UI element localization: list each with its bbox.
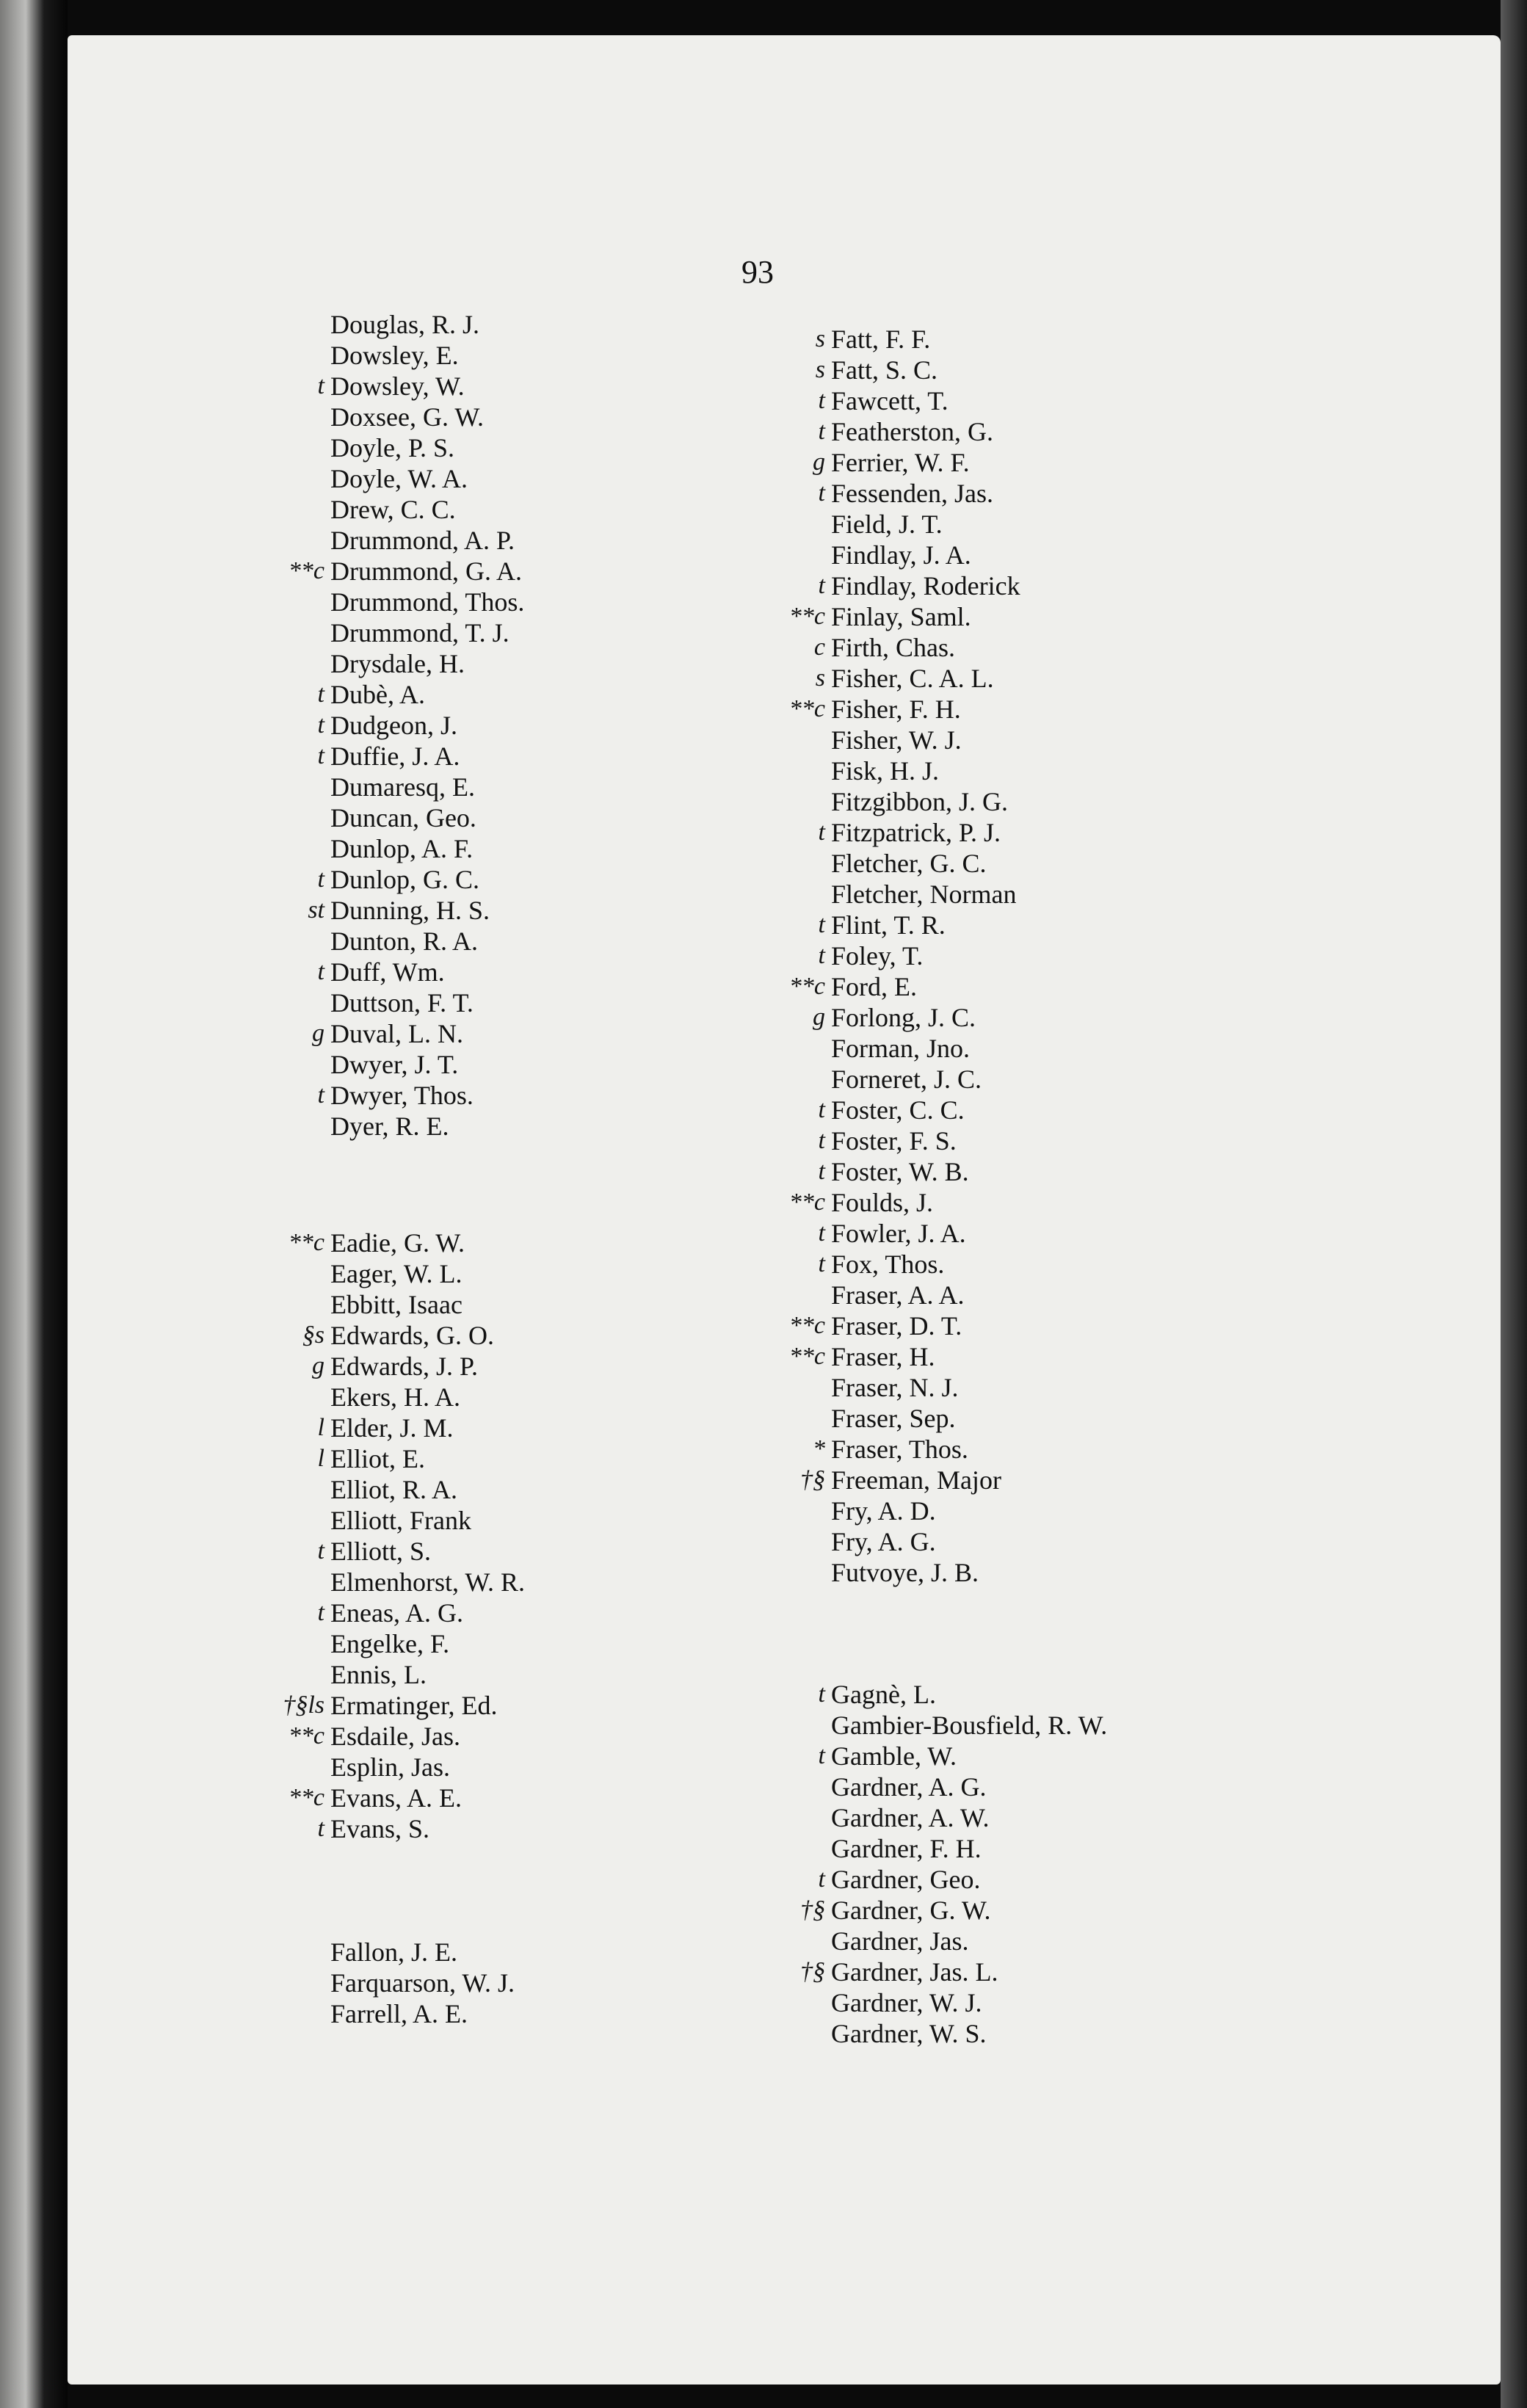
entry-name: Dwyer, Thos. xyxy=(330,1081,474,1110)
entry-name: Drummond, Thos. xyxy=(330,587,525,617)
entry-name: Drummond, G. A. xyxy=(330,556,522,586)
entry-name: Fox, Thos. xyxy=(831,1250,945,1279)
entry-name: Fitzpatrick, P. J. xyxy=(831,818,1001,847)
entry-mark: t xyxy=(818,418,825,445)
entry-name: Evans, A. E. xyxy=(330,1783,462,1813)
entry-name: Duttson, F. T. xyxy=(330,988,474,1018)
entry-name: Field, J. T. xyxy=(831,509,943,539)
entry-mark: t xyxy=(317,1815,324,1842)
entry-mark: t xyxy=(317,958,324,985)
entry-mark: t xyxy=(818,387,825,414)
entry-name: Ennis, L. xyxy=(330,1660,427,1689)
entry-name: Gardner, Jas. L. xyxy=(831,1957,998,1987)
entry-name: Elder, J. M. xyxy=(330,1413,454,1443)
entry-name: Fallon, J. E. xyxy=(330,1937,458,1967)
entry-name: Featherston, G. xyxy=(831,417,993,446)
entry-mark: **c xyxy=(788,603,825,630)
entry-name: Freeman, Major xyxy=(831,1465,1001,1495)
entry-mark: **c xyxy=(788,1312,825,1339)
entry-name: Gardner, A. W. xyxy=(831,1803,990,1832)
entry-name: Dyer, R. E. xyxy=(330,1111,449,1141)
entry-name: Foster, C. C. xyxy=(831,1095,965,1125)
entry-mark: t xyxy=(818,1250,825,1277)
entry-name: Foulds, J. xyxy=(831,1188,934,1217)
entry-name: Findlay, Roderick xyxy=(831,571,1020,601)
entry-name: Foley, T. xyxy=(831,941,924,971)
entry-name: Forman, Jno. xyxy=(831,1034,970,1063)
entry-name: Dunlop, A. F. xyxy=(330,834,474,863)
entry-name: Drew, C. C. xyxy=(330,495,456,524)
entry-mark: §s xyxy=(302,1321,324,1349)
entry-name: Farrell, A. E. xyxy=(330,1999,468,2028)
entry-name: Gardner, A. G. xyxy=(831,1772,987,1802)
entry-mark: * xyxy=(813,1435,825,1462)
entry-mark: t xyxy=(818,1127,825,1154)
entry-name: Doyle, P. S. xyxy=(330,433,455,463)
entry-mark: t xyxy=(818,1680,825,1708)
entry-mark: **c xyxy=(288,1229,324,1256)
entry-name: Eadie, G. W. xyxy=(330,1228,465,1258)
entry-mark: **c xyxy=(288,557,324,584)
entry-name: Gardner, F. H. xyxy=(831,1834,982,1863)
entry-name: Dowsley, E. xyxy=(330,341,459,370)
entry-mark: g xyxy=(813,449,825,476)
entry-mark: t xyxy=(818,942,825,969)
entry-name: Fatt, F. F. xyxy=(831,324,931,354)
book-spine xyxy=(0,0,68,2408)
entry-name: Elmenhorst, W. R. xyxy=(330,1567,526,1597)
entry-mark: t xyxy=(818,1742,825,1769)
entry-name: Findlay, J. A. xyxy=(831,540,971,570)
entry-name: Drummond, A. P. xyxy=(330,526,515,555)
entry-name: Fisher, W. J. xyxy=(831,725,962,755)
entry-name: Fisk, H. J. xyxy=(831,756,940,786)
entry-name: Gambier-Bousfield, R. W. xyxy=(831,1711,1108,1740)
entry-name: Ford, E. xyxy=(831,972,917,1001)
entry-name: Dumaresq, E. xyxy=(330,772,475,802)
entry-mark: t xyxy=(317,1599,324,1626)
entry-name: Foster, W. B. xyxy=(831,1157,969,1186)
page-edge-shadow xyxy=(1501,0,1527,2408)
page-number: 93 xyxy=(741,254,774,290)
entry-name: Finlay, Saml. xyxy=(831,602,971,631)
entry-name: Drysdale, H. xyxy=(330,649,465,678)
entry-name: Dubè, A. xyxy=(330,680,425,709)
entry-name: Farquarson, W. J. xyxy=(330,1968,515,1998)
entry-mark: s xyxy=(815,664,825,692)
entry-mark: t xyxy=(818,1219,825,1247)
entry-name: Duncan, Geo. xyxy=(330,803,476,833)
entry-mark: t xyxy=(317,711,324,739)
entry-name: Gagnè, L. xyxy=(831,1680,936,1709)
entry-mark: t xyxy=(317,372,324,399)
entry-name: Dowsley, W. xyxy=(330,371,465,401)
entry-name: Ermatinger, Ed. xyxy=(330,1691,498,1720)
entry-mark: s xyxy=(815,325,825,352)
entry-name: Firth, Chas. xyxy=(831,633,956,662)
entry-mark: t xyxy=(818,1865,825,1893)
entry-name: Dunton, R. A. xyxy=(330,926,479,956)
entry-name: Dunlop, G. C. xyxy=(330,865,480,894)
entry-name: Foster, F. S. xyxy=(831,1126,957,1156)
entry-name: Gardner, G. W. xyxy=(831,1896,991,1925)
entry-name: Fry, A. D. xyxy=(831,1496,936,1526)
entry-name: Gamble, W. xyxy=(831,1741,957,1771)
entry-mark: **c xyxy=(788,1343,825,1370)
entry-name: Elliott, S. xyxy=(330,1537,432,1566)
entry-name: Doxsee, G. W. xyxy=(330,402,484,432)
entry-name: Fatt, S. C. xyxy=(831,355,938,385)
entry-name: Douglas, R. J. xyxy=(330,310,480,339)
entry-mark: g xyxy=(312,1020,324,1047)
entry-mark: **c xyxy=(788,695,825,722)
entry-name: Fraser, D. T. xyxy=(831,1311,962,1341)
entry-name: Fowler, J. A. xyxy=(831,1219,966,1248)
entry-mark: †§ xyxy=(800,1958,825,1985)
entry-name: Fraser, Sep. xyxy=(831,1404,956,1433)
entry-name: Forneret, J. C. xyxy=(831,1065,982,1094)
entry-mark: t xyxy=(317,681,324,708)
entry-mark: †§ xyxy=(800,1896,825,1923)
entry-name: Duff, Wm. xyxy=(330,957,445,987)
entry-mark: t xyxy=(317,742,324,769)
entry-name: Fry, A. G. xyxy=(831,1527,936,1556)
entry-name: Ferrier, W. F. xyxy=(831,448,970,477)
entry-name: Fraser, H. xyxy=(831,1342,935,1371)
entry-name: Forlong, J. C. xyxy=(831,1003,976,1032)
entry-name: Gardner, W. J. xyxy=(831,1988,982,2017)
entry-mark: t xyxy=(317,866,324,893)
entry-mark: t xyxy=(818,1158,825,1185)
entry-mark: l xyxy=(317,1445,324,1472)
entry-name: Eneas, A. G. xyxy=(330,1598,463,1628)
entry-mark: c xyxy=(813,634,825,661)
entry-name: Fletcher, Norman xyxy=(831,880,1017,909)
entry-name: Fraser, N. J. xyxy=(831,1373,959,1402)
entry-name: Elliot, R. A. xyxy=(330,1475,458,1504)
entry-name: Engelke, F. xyxy=(330,1629,450,1658)
entry-name: Edwards, J. P. xyxy=(330,1352,479,1381)
entry-name: Edwards, G. O. xyxy=(330,1321,494,1350)
entry-name: Doyle, W. A. xyxy=(330,464,468,493)
entry-name: Dudgeon, J. xyxy=(330,711,457,740)
entry-name: Eager, W. L. xyxy=(330,1259,463,1288)
entry-name: Dwyer, J. T. xyxy=(330,1050,459,1079)
entry-name: Fitzgibbon, J. G. xyxy=(831,787,1009,816)
entry-name: Fawcett, T. xyxy=(831,386,949,416)
entry-name: Esplin, Jas. xyxy=(330,1752,451,1782)
entry-mark: †§ls xyxy=(283,1691,324,1719)
entry-mark: t xyxy=(818,911,825,938)
entry-name: Gardner, Geo. xyxy=(831,1865,981,1894)
entry-name: Fisher, C. A. L. xyxy=(831,664,994,693)
entry-name: Duffie, J. A. xyxy=(330,741,460,771)
entry-mark: †§ xyxy=(800,1466,825,1493)
entry-name: Fletcher, G. C. xyxy=(831,849,987,878)
entry-mark: t xyxy=(317,1537,324,1564)
entry-mark: l xyxy=(317,1414,324,1441)
entry-mark: s xyxy=(815,356,825,383)
entry-name: Fraser, A. A. xyxy=(831,1280,965,1310)
entry-name: Elliott, Frank xyxy=(330,1506,471,1535)
entry-name: Elliot, E. xyxy=(330,1444,425,1473)
entry-mark: st xyxy=(308,896,324,924)
entry-name: Drummond, T. J. xyxy=(330,618,509,648)
entry-mark: **c xyxy=(788,973,825,1000)
entry-mark: t xyxy=(818,572,825,599)
entry-name: Gardner, W. S. xyxy=(831,2019,987,2048)
entry-mark: g xyxy=(813,1004,825,1031)
entry-name: Fraser, Thos. xyxy=(831,1435,968,1464)
entry-name: Fisher, F. H. xyxy=(831,695,961,724)
entry-name: Ebbitt, Isaac xyxy=(330,1290,463,1319)
entry-name: Dunning, H. S. xyxy=(330,896,490,925)
entry-mark: **c xyxy=(288,1784,324,1811)
entry-mark: t xyxy=(818,1096,825,1123)
entry-mark: **c xyxy=(288,1722,324,1749)
entry-mark: **c xyxy=(788,1189,825,1216)
entry-mark: t xyxy=(818,479,825,507)
entry-name: Ekers, H. A. xyxy=(330,1382,460,1412)
entry-name: Esdaile, Jas. xyxy=(330,1722,460,1751)
entry-name: Duval, L. N. xyxy=(330,1019,463,1048)
entry-name: Evans, S. xyxy=(330,1814,429,1843)
entry-mark: t xyxy=(317,1081,324,1109)
entry-name: Futvoye, J. B. xyxy=(831,1558,979,1587)
entry-name: Gardner, Jas. xyxy=(831,1926,969,1956)
entry-mark: g xyxy=(312,1352,324,1379)
entry-mark: t xyxy=(818,819,825,846)
entry-name: Fessenden, Jas. xyxy=(831,479,993,508)
entry-name: Flint, T. R. xyxy=(831,910,946,940)
